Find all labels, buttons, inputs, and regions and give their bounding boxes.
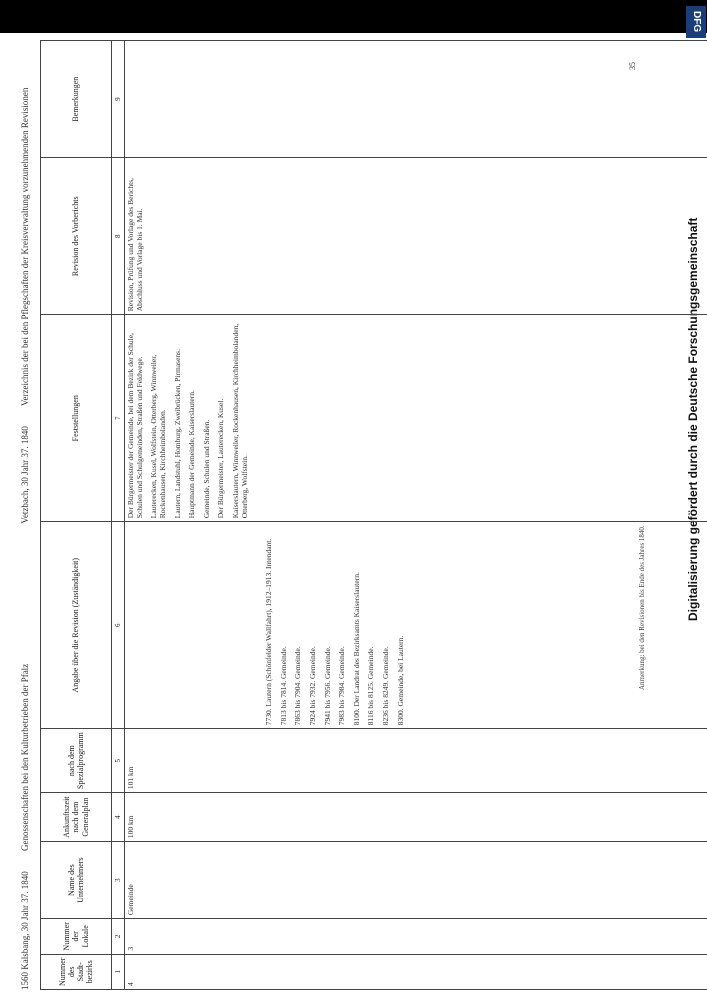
col-header: Feststellungen xyxy=(41,315,112,522)
finding-entry: Lautern, Landstuhl, Homburg, Zweibrücken, Pirmasens. xyxy=(172,349,182,519)
col-number: 2 xyxy=(112,919,125,954)
footnote: Anmerkung: bei den Revisionen bis Ende des Jahres 1840. xyxy=(638,525,646,690)
cell-contractor: Gemeinde xyxy=(125,842,707,919)
finding-entry: Der Bürgermeister der Gemeinde, bei dem Bezirk der Schule, Schulen und Schulgemeinden, Straßen und Feldwege. xyxy=(126,333,144,519)
finding-entry: Gemeinde, Schulen und Straßen. xyxy=(201,419,211,519)
scanned-page xyxy=(20,40,680,990)
revision-entry: 8236 bis 8249. Gemeinde. xyxy=(381,646,391,726)
scan-top-border xyxy=(0,0,707,33)
rotated-table-page xyxy=(20,40,680,990)
column-number-row xyxy=(112,41,125,990)
table-header-row xyxy=(41,41,112,990)
dfg-logo-text: DFG xyxy=(691,11,702,33)
dfg-attribution: Digitalisierung gefördert durch die Deutsche Forschungsgemeinschaft xyxy=(686,217,700,621)
cell-findings xyxy=(125,315,707,522)
finding-entry: Kaiserslautern, Winnweiler, Rockenhausen, Kirchheimbolanden, Otterberg, Wolfstein. xyxy=(231,323,249,519)
page-number: 35 xyxy=(628,62,637,70)
cell-district: 4 xyxy=(125,954,707,989)
col-number: 3 xyxy=(112,842,125,919)
col-header: Nummer der Lokale xyxy=(41,919,112,954)
col-number: 6 xyxy=(112,522,125,729)
cell-remarks xyxy=(125,41,707,158)
col-number: 4 xyxy=(112,793,125,842)
finding-entry: Lauterecken, Kusel, Wolfstein, Otterberg, Winnweiler, Rockenhausen, Kirchheimbolanden. xyxy=(149,354,167,519)
col-number: 9 xyxy=(112,41,125,158)
col-header: Name des Unternehmers xyxy=(41,842,112,919)
finding-entry: Der Bürgermeister, Lauterecken, Kusel. xyxy=(216,398,226,519)
col-number: 7 xyxy=(112,315,125,522)
header-right: Vetzbach, 30 Jahr 37. 1840 xyxy=(20,426,30,524)
revision-entry: 8100. Der Landrat des Bezirksamts Kaiserslautern. xyxy=(351,572,361,726)
header-left: 1560 Kalsbang, 30 Jahr 37. 1840 xyxy=(20,871,30,990)
revision-entry: 7983 bis 7984. Gemeinde. xyxy=(337,646,347,726)
col-number: 8 xyxy=(112,158,125,315)
revision-entry: 8116 bis 8125. Gemeinde. xyxy=(366,646,376,726)
col-header: Bemerkungen xyxy=(41,41,112,158)
revision-entry: 7924 bis 7932. Gemeinde. xyxy=(307,646,317,726)
header-left-mid: Genossenschaften bei den Kulturbetrieben der Pfalz xyxy=(20,663,30,851)
col-header: Ankunftszeit nach dem Generalplan xyxy=(41,793,112,842)
col-header: Nummer des Stadt-bezirks xyxy=(41,954,112,989)
col-header: nach dem Spezialprogramm xyxy=(41,729,112,793)
revision-entry: 7941 bis 7956. Gemeinde. xyxy=(322,646,332,726)
header-right-mid: Verzeichnis der bei den Pflegschaften der Kreisverwaltung vorzunehmenden Revisionen xyxy=(20,87,30,406)
col-number: 1 xyxy=(112,954,125,989)
col-header: Revision des Vorberichts xyxy=(41,158,112,315)
table-row xyxy=(125,41,707,990)
cell-report-revision: Revision, Prüfung und Vorlage des Berichts, Abschluss und Vorlage bis 1. Mai. xyxy=(125,158,707,315)
cell-arrival-general: 100 km xyxy=(125,793,707,842)
col-header: Angabe über die Revision (Zuständigkeit) xyxy=(41,522,112,729)
cell-arrival-special: 101 km xyxy=(125,729,707,793)
finding-entry: Hauptmann der Gemeinde, Kaiserslautern. xyxy=(187,390,197,519)
running-header xyxy=(20,40,34,990)
dfg-logo xyxy=(686,6,706,38)
revision-entry: 7730. Lautern (Schönfelder Wallfahrt), 1912–1913. Intendant. xyxy=(264,538,274,726)
cell-revision-entries xyxy=(125,522,707,729)
col-number: 5 xyxy=(112,729,125,793)
register-table xyxy=(40,40,707,990)
revision-entry: 7863 bis 7904. Gemeinde. xyxy=(293,646,303,726)
cell-local: 3 xyxy=(125,919,707,954)
revision-entry: 7813 bis 7814. Gemeinde. xyxy=(278,646,288,726)
revision-entry: 8300. Gemeinde, bei Lautern. xyxy=(395,635,405,726)
